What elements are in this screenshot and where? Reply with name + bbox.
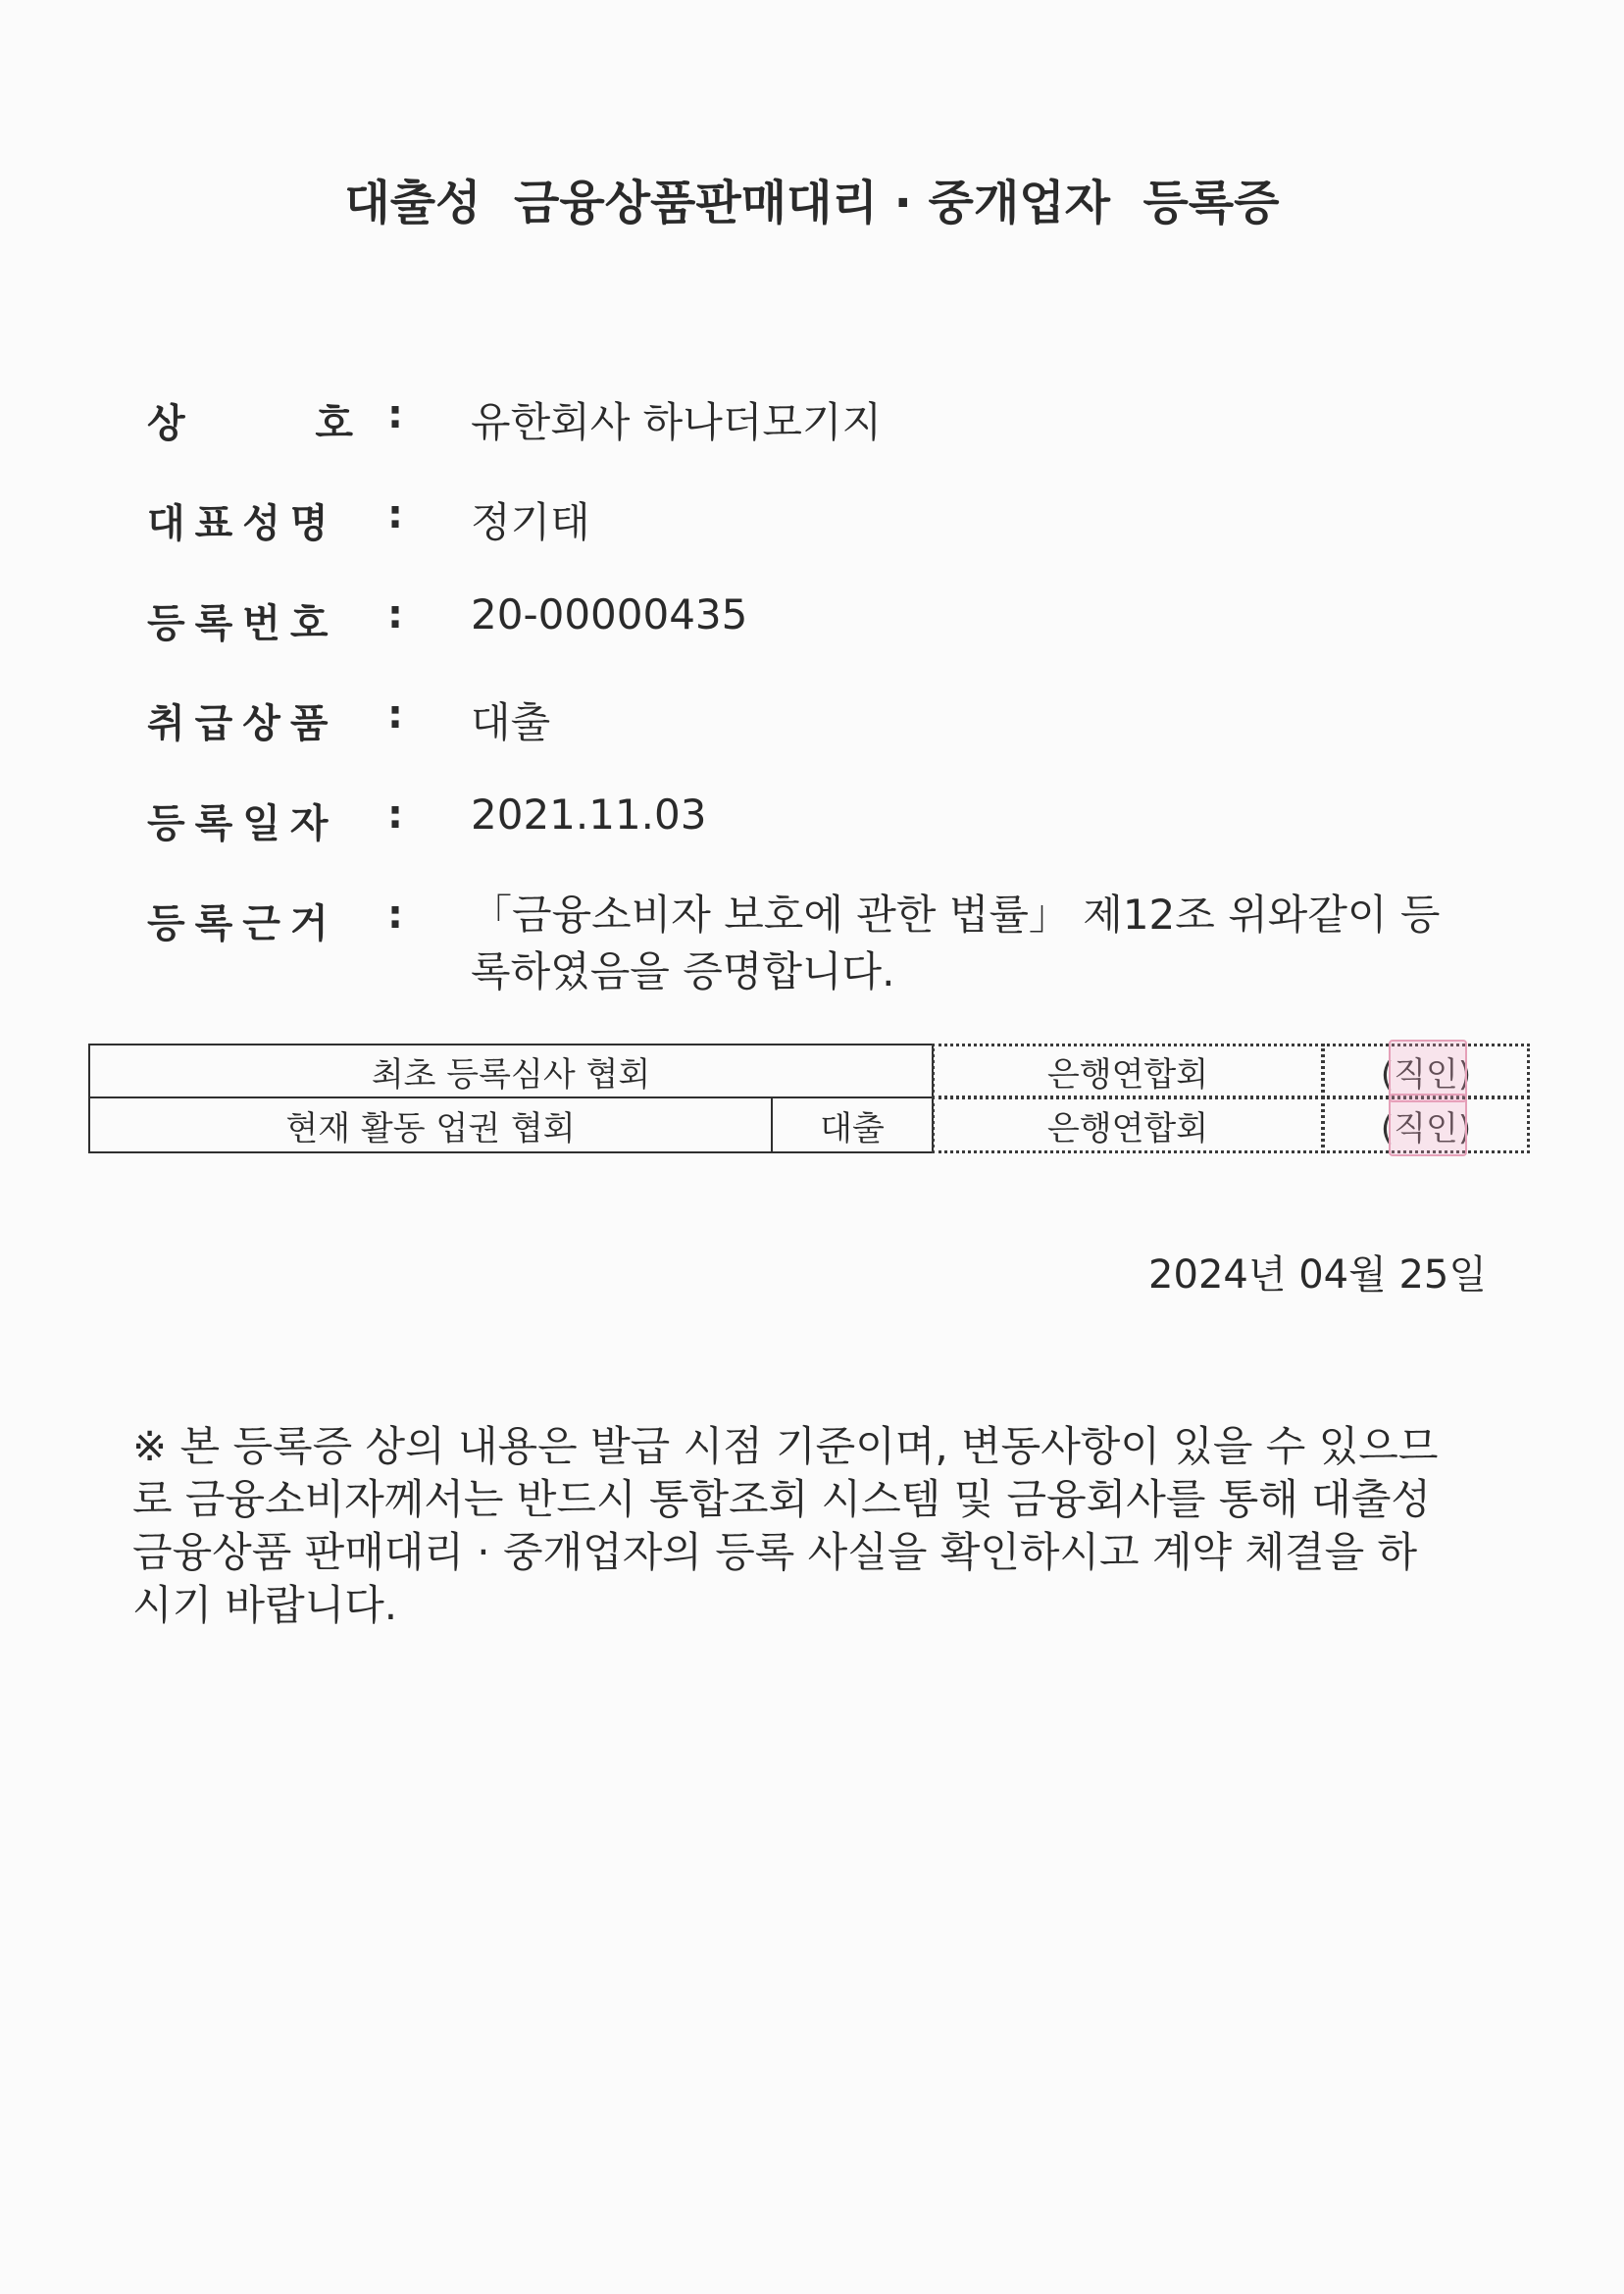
field-colon: : [387,792,403,838]
field-value-legal-basis [471,887,1491,1000]
field-value-registration-number: 20-00000435 [471,590,748,638]
field-value-representative: 정기태 [471,498,590,546]
field-colon: : [387,592,403,637]
field-colon: : [387,892,403,938]
table-row-label: 최초 등록심사 협회 [88,1044,934,1098]
field-colon: : [387,492,403,537]
field-label-char: 상 [147,401,185,446]
field-value-product: 대출 [471,698,551,746]
table-row-label: 현재 활동 업권 협회 [88,1096,773,1153]
notice-line: 금융상품 판매대리 · 중개업자의 등록 사실을 확인하시고 계약 체결을 하 [132,1528,1418,1576]
table-seal-cell [1322,1096,1530,1153]
legal-basis-line: 록하였음을 증명합니다. [471,947,895,995]
notice-line: 로 금융소비자께서는 반드시 통합조회 시스템 및 금융회사를 통해 대출성 [132,1475,1431,1523]
field-label-company-name [147,392,353,448]
field-label-product: 취급상품 [147,701,338,746]
field-label-representative: 대표성명 [147,501,338,546]
field-colon: : [387,692,403,738]
registry-table [88,1044,1530,1153]
table-seal-cell [1322,1044,1530,1098]
issue-date: 2024년 04월 25일 [1148,1252,1487,1298]
seal-stamp: (직인) [1381,1101,1471,1149]
legal-basis-line: 「금융소비자 보호에 관한 법률」 제12조 위와같이 등 [471,891,1441,939]
field-value-company-name: 유한회사 하나더모기지 [471,398,883,446]
table-category: 대출 [771,1096,934,1153]
notice-line: 시기 바랍니다. [132,1581,398,1629]
table-association: 은행연합회 [932,1044,1324,1098]
field-label-legal-basis: 등록근거 [147,901,338,946]
notice-line: ※ 본 등록증 상의 내용은 발급 시점 기준이며, 변동사항이 있을 수 있으므 [132,1422,1439,1470]
field-label-registration-date: 등록일자 [147,801,338,846]
field-label-char: 호 [315,401,353,446]
field-label-registration-number: 등록번호 [147,601,338,646]
seal-stamp: (직인) [1381,1047,1471,1096]
table-association: 은행연합회 [932,1096,1324,1153]
field-colon: : [387,392,403,437]
field-value-registration-date: 2021.11.03 [471,790,707,839]
document-title: 대출성 금융상품판매대리 · 중개업자 등록증 [344,176,1280,230]
notice-paragraph [132,1420,1505,1632]
